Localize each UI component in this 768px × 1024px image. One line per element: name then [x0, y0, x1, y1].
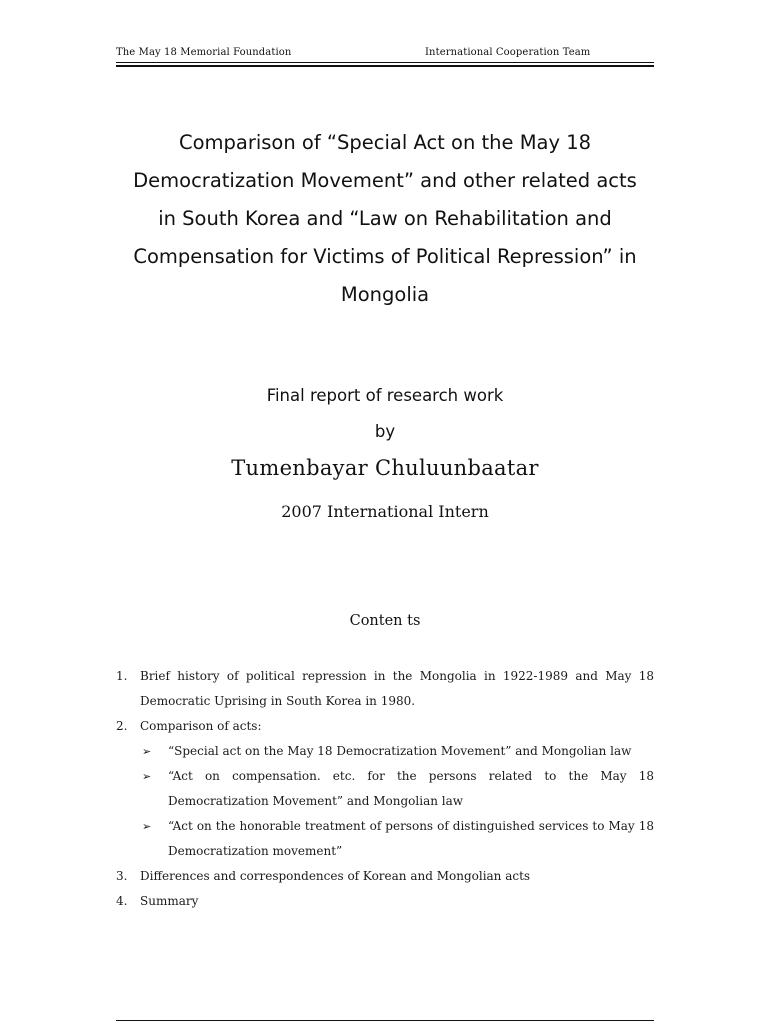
toc-subitem-2b	[116, 764, 654, 814]
toc-subtext: “Special act on the May 18 Democratization Movement” and Mongolian law	[168, 744, 632, 758]
toc-text: Differences and correspondences of Korean and Mongolian acts	[140, 869, 531, 883]
toc-number: 2.	[116, 719, 128, 733]
by-label: by	[374, 422, 396, 441]
toc-item-2	[116, 714, 654, 739]
toc-subitem-2c	[116, 814, 654, 864]
toc-item-4	[116, 889, 654, 914]
arrow-bullet-icon: ➢	[142, 770, 152, 783]
header-team: International Cooperation Team	[425, 47, 591, 58]
report-subtitle: Final report of research work	[266, 386, 504, 405]
toc-text: Comparison of acts:	[140, 719, 262, 733]
toc-text: Brief history of political repression in the Mongolia in 1922-1989 and May 18 Democratic Uprising in South Korea in 1980.	[140, 669, 654, 708]
title-line: Compensation for Victims of Political Repression” in	[133, 245, 637, 268]
toc-subtext: “Act on the honorable treatment of persons of distinguished services to May 18 Democratization movement”	[168, 819, 654, 858]
toc-item-3	[116, 864, 654, 889]
arrow-bullet-icon: ➢	[142, 820, 152, 833]
title-line: Mongolia	[340, 283, 430, 306]
author-name: Tumenbayar Chuluunbaatar	[231, 456, 539, 480]
footer-rule	[116, 1020, 654, 1021]
toc-subtext: “Act on compensation. etc. for the persons related to the May 18 Democratization Movement” and Mongolian law	[168, 769, 654, 808]
toc-number: 1.	[116, 669, 128, 683]
header-organization: The May 18 Memorial Foundation	[116, 47, 292, 58]
toc-text: Summary	[140, 894, 199, 908]
header-rule-thick	[116, 65, 654, 67]
arrow-bullet-icon: ➢	[142, 745, 152, 758]
title-line: in South Korea and “Law on Rehabilitation and	[158, 207, 612, 230]
title-line: Comparison of “Special Act on the May 18	[178, 131, 592, 154]
author-role: 2007 International Intern	[281, 502, 489, 521]
title-line: Democratization Movement” and other related acts	[133, 169, 637, 192]
toc-number: 4.	[116, 894, 128, 908]
toc-subitem-2a	[116, 739, 654, 764]
page-header	[116, 47, 654, 61]
toc-number: 3.	[116, 869, 128, 883]
toc-item-1	[116, 664, 654, 714]
table-of-contents	[116, 664, 654, 914]
contents-heading: Conten ts	[349, 613, 421, 629]
document-title	[100, 124, 670, 314]
header-rule-thin	[116, 62, 654, 63]
